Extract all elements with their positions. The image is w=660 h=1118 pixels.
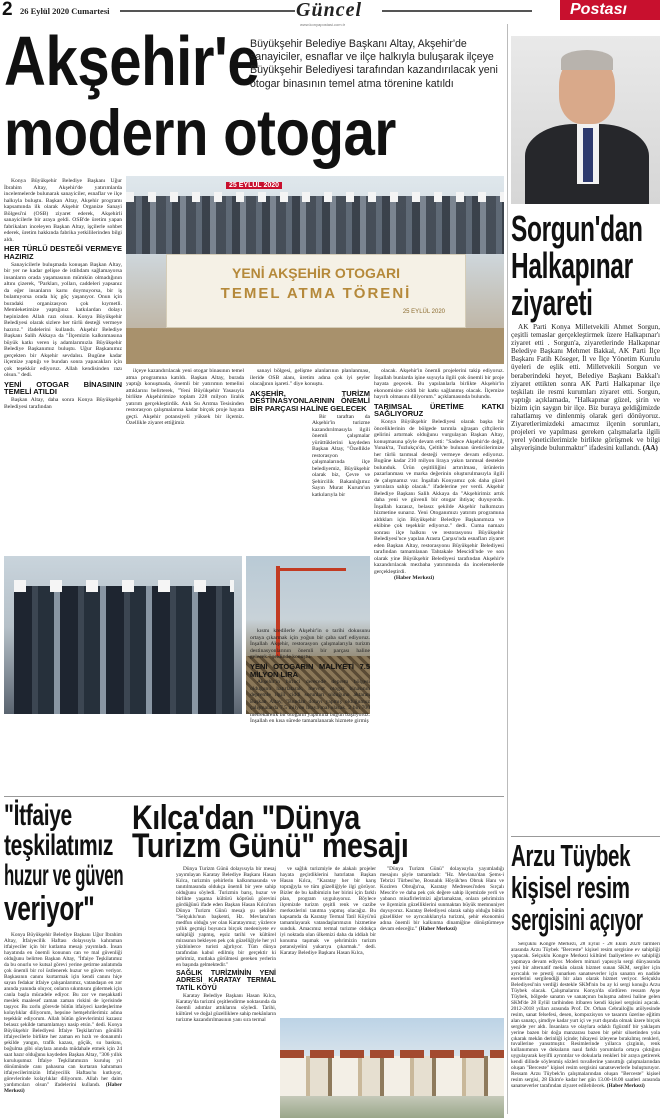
lead-col3-subhead-1: AKŞEHİR, TURİZM DESTİNASYONLARININ ÖNEMLİ BİR PARÇASI HALİNE GELECEK (250, 388, 370, 414)
kilca-col3-text: "Dünya Turizm Günü" dolayısıyla yayımladığı mesajını şöyle tamamladı: "Hz. Mevlana'dan Şems-i Tebrizi Türbesi'ne, Bosnalık Höyük'ten Obruk Hanı ve Koziren Obruğu'na, Karatay Medresesi'nden Sırçalı Mescit'e ve daha pek çok değere sahip ilçemizde yerli ve yabancı misafirlerimizi ağırlamaktan, onlara şehrimizin ve ilçemizin güzelliklerini sunmaktan büyük memnuniyet duyuyoruz. Karatay Belediyesi olarak sahip olduğu bütün güzellikler ve ayrıcalıklarıyla turizmi, şehir ekonomisi adına önemli bir kalkınma dinamiğine dönüştürmeye devam edeceğiz." (380, 866, 504, 932)
sidebar1-text-body: AK Parti Konya Milletvekili Ahmet Sorgun, çeşitli temaslar gerçekleştirmek üzere Halkapınar'ı ziyaret etti . Sorgun'a, ziyaretlerinde Halkapınar Belediye Başkanı Mehmet Bakkal, AK Parti İlçe Başkanı Fatih Köseger, İl ve İlçe Yönetim Kurulu üyeleri de eşlik etti. Milletvekili Sorgun ve beraberindeki heyet, Belediye Başkanı Bakkal'ı ziyaret ettikten sonra AK Parti Halkapınar ilçe teşkilatı ile resmi kurumları ziyaret etti. Sorgun, yaptığı açıklamada, "Halkapınar güzel, şirin ve bizim için saygın bir ilçe. Biz buraya geldiğimizde rahatlamış ve dinlenmiş olarak geri dönüyoruz. Ziyaretlerimizdeki amacımız ilçenin sorunları, projeleri ve yapılması gereken çalışmalarla ilgili yerel yöneticilerimizle birlikte görüşmek ve bilgi alışverişinde bulunmaktır" ifadesini kullandı. (511, 323, 660, 453)
paper-logo (560, 0, 660, 20)
lead-photo-ceremony (126, 176, 504, 364)
sidebar1-headline-line2: Halkapınar (511, 245, 633, 286)
itfaiye-headline-line1: "İtfaiye (4, 799, 72, 832)
lead-photo-handshake (4, 556, 242, 714)
column-divider-right (507, 24, 508, 1114)
lead-col3-p4: Akşehir'in birinci derecede deprem bölgesi olduğunu hatırlatarak, mevcut otogar binasının depremle ilgili ciddi sorunları olduğunu aktaran Başkan Altay, "Bundan dolayı yapmış olduğumuz çalışmalarda 7.5 milyon liraya mal olacak, 2 bin 700 metrekarelik bir otogarın yapımına bugün başlıyoruz. İnşallah en kısa sürede tamamlanarak hizmete girmiş (250, 679, 370, 725)
photo-banner-line1: YENİ AKŞEHİR OTOGARI (231, 265, 401, 281)
issue-date: 26 Eylül 2020 Cumartesi (20, 6, 110, 16)
sidebar2-headline-line3: sergisini açıyor (511, 902, 643, 937)
sidebar2-text-body: Selçuklu Kongre Merkezi, 28 Eylül - 28 Ekim 2020 tarihleri arasında Arzu Tüybek "Berceste" kişisel resim sergisine ev sahipliği yapacak. Selçuklu Kongre Merkezi kültürel faaliyetlere ev sahipliği yapmaya devam ediyor. Modern mimari yapısıyla sergi dünyasında yeni bir alternatif mekân olarak hizmet sunan SKM, sergiler için ayrıcalık ve prestij sunarken sanatseverler için sanatın en nadide eserlerini sergilendiği bir alan olarak hizmet veriyor. Selçuklu Belediyesi'nin verdiği destekle SKM'nin bu ay ki sergi konuğu Arzu Tüybek olacak. Çalışmalarını Konya'da sürdüren ressam Ayşe Tüybek, bölgede sanatın ve sanatçının buluşma adresi haline gelen SKM'de 28 Eylül tarihinden itibaren kendi kişisel sergisini açacak. 2012-2018 yılları arasında Prof. Dr. Orhan Cebrailoğlu atölyesinde resim, sanat felsefesi, desen, kompozisyon ve tasarım üzerine eğitim alan sanatçı, şimdiye kadar yurt içi ve yurt dışında olmak üzere birçok sergide yer aldı. İnsanlara ve olaylara odaklı figüratif bir yaklaşım yerine bazen bir doğa manzarası bazen bir şehir siluetinden yola çıkarak mekân derinliği içinde; hikayesi izleyene bırakılmış renkleri, tuvallerine yansıtmıştır. Resimlerinde yıllarca çizginin, renk kullanımının ve dokuların nasıl farklı yorumlarla ortaya çıktığını uygulayarak keyifli ayrıntılar ve dokularla renkleri bir araya getirerek kendi dilinde söylenmiş sözleri tuvallerine yansıttığı çalışmalarından oluşan "Berceste" kişisel resim sergisini sanatseverlerle buluşturuyor. Ressam Arzu Tüybek'in çalışmalarından oluşan "Berceste" kişisel resim sergisi, 28 Ekim'e kadar her gün 13.00-18.00 saatleri arasında sanatseverler tarafından ziyaret edilebilecek. (511, 942, 660, 1089)
portrait-tie (583, 128, 593, 182)
itfaiye-text (4, 932, 122, 1094)
lead-headline-line1 (4, 21, 260, 100)
bottom-divider (4, 796, 504, 797)
page-number: 2 (2, 0, 13, 20)
sidebar2-headline-line2: kişisel resim (511, 870, 630, 905)
lead-col3-p3: kısmı kredilerle Akşehir'in o tarihi dokusunu ortaya çıkarmak için yoğun bir çaba sarf ediyoruz. İnşallah Akşehir, restorasyon çalışmalarıyla turizm destinasyonlarının önemli bir parçası haline gelecek." şeklinde konuştu. (250, 628, 370, 661)
sidebar2-body (511, 942, 660, 1118)
masthead-rule-right (382, 10, 532, 12)
lead-headline-line2-text: modern otogar (4, 96, 396, 170)
kilca-col1-p2: Karatay Belediye Başkanı Hasan Kılca, Karatay'da turizmi çeşitlendirme noktasında da önemli adımlar attıklarını söyledi. Tarihi, kültürel ve doğal güzelliklere sahip mekânların turizme kazandırılmasının yanı sıra termal (176, 992, 276, 1023)
lead-headline-line2 (4, 96, 396, 170)
sidebar-divider (511, 836, 660, 837)
itfaiye-sign: (Haber Merkezi) (4, 1082, 122, 1094)
photo-roofs (280, 1050, 504, 1058)
lead-col1-subhead-2: YENİ OTOGAR BİNASININ TEMELİ ATILDI (4, 379, 122, 397)
paper-logo-text: Postası (570, 1, 627, 18)
masthead-rule-left (120, 10, 295, 12)
photo-ground (126, 328, 504, 364)
lead-col4-subhead-1: TARIMSAL ÜRETİME KATKI SAĞLIYORUZ (374, 401, 504, 419)
sidebar1-text (511, 323, 660, 453)
photo-banner-date: 25 EYLÜL 2020 (402, 309, 445, 315)
sidebar2-text (511, 942, 660, 1090)
itfaiye-headline-line4: veriyor" (4, 890, 95, 928)
photo-helmets (126, 192, 504, 202)
photo-banner (166, 254, 466, 328)
photo-caption-date: 25 EYLÜL 2020 (226, 182, 282, 189)
kilca-headline-line1: Kılca'dan "Dünya (132, 799, 360, 837)
photo2-people (14, 586, 234, 714)
kilca-column-3 (380, 866, 504, 1016)
lead-column-3 (250, 368, 370, 725)
lead-col3-subhead-2: YENİ OTOGARIN MALİYETİ 7.5 MİLYON LİRA (250, 661, 370, 679)
photo-crowd (126, 196, 504, 254)
photo2-helmets (14, 580, 234, 592)
kilca-column-1 (176, 866, 276, 1118)
sidebar2-headline (511, 840, 660, 940)
itfaiye-headline-line2: teşkilatımız (4, 829, 114, 862)
lead-col1-p2: Sanayicilerle buluşmada konuşan Başkan Altay, bir yer ne kadar gelişse de istihdam sağlamayorsa insanların orada yaşamasının mümkün olmadığının altını çizerek, "Parkları, yolları, caddeleri yapsanız da eğer insanların karnı doymuyorsa, bir iş bulamıyorsa orada hiç göç yaşanıyor. Onun için buradaki organizasyon çok kıymetli. Memleketimize yaptığınız katkılardan dolayı hepinizden Allah razı olsun. Konya Büyükşehir Belediyesi olarak sizlere her türlü desteği vermeye hazırız." ifadelerini kullandı. Akşehir Belediye Başkanı Salih Akkaya da "İlçemizin kalkınmasına büyük katkı veren iş adamlarımızla Büyükşehir Belediye Başkanımız buluştu. Uğur Başkanımız gerçekten bir Akşehir sevdalısı. Bugüne kadar ilçemize yaptığı ve bundan sonra yapacakları için çok teşekkür ediyoruz. Allah kendisinden razı olsun." dedi. (4, 261, 122, 379)
lead-col4-p1: olacak. Akşehir'in önemli projelerini takip ediyoruz. İnşallah bunlarda işine suyuyla ilgili çok önemli bir proje hayata geçecek. Bu yapılanlarla birlikte Akşehir'in ekonomisine ciddi bir katkı sağlanmış olacak. İlçemize hayırlı olmasını diliyorum." açıklamasında bulundu. (374, 368, 504, 400)
photo-buildings (280, 1056, 504, 1096)
lead-column-2 (126, 368, 244, 427)
itfaiye-headline-line3: huzur ve güven (4, 859, 124, 892)
lead-col4-sign: (Haber Merkezi) (394, 575, 435, 582)
lead-col3-p1: sanayi bölgesi, gelişme alanlarının planlanması, ileride OSB alanı, üretim adına çok iyi şeyler olacağının işareti." diye konuştu. (250, 368, 370, 387)
sidebar1-sign: (AA) (642, 444, 658, 453)
lead-column-4 (374, 368, 504, 582)
kilca-headline-line2: Turizm Günü" mesajı (132, 827, 409, 865)
kilca-headline (128, 799, 504, 865)
lead-col1-subhead-1: HER TÜRLÜ DESTEĞİ VERMEYE HAZIRIZ (4, 244, 122, 261)
lead-headline-line1-text: Akşehir'e (4, 21, 260, 100)
lead-col4-p2: Konya Büyükşehir Belediyesi olarak başka bir önceliklerinin de bölgede tarımla uğraşan çiftçilerin gelirini artırmak olduğunu vurgulayan Başkan Altay, konuşmasına şöyle devam etti: "Sadece Akşehir'de değil, Yunak'ta, Tuzlukçu'da, Çeltik'te bulunan üreticilerimize her türlü tarımsal desteği vermeye devam ediyoruz. Bugüne kadar 210 milyon liraya yakın tarımsal destekte bulunduk. Ürün çeşitliliğini artırılması, ürünlerin pazarlanması ve marka değerinin oluşturulmasıyla ilgili de çalışmamız var. İnşallah Konyamız çok daha güzel yarınlara sahip olacak." ifadelerine yer verdi. Akşehir Belediye Başkanı Salih Akkaya da "Akşehirimiz artık daha yeni ve güvenli bir otogar ihtiyaç duyuyordu. İnşallah kazasız, belasız şekilde Akşehir halkımızın hizmetine sunarız. Yeni Otoganımızı yatırım programına aldıkları için Büyükşehir Belediye Başkanımıza ve ekibine çok teşekkür ediyoruz." dedi. Cuma namazı sonrası ilçe halkını ve restorasyonu Büyükşehir Belediyesi'nce yapılan Arasta Çarşısı'nda esnafları ziyaret eden Başkan Altay, restorasyonu Büyükşehir Belediyesi tarafından tamamlanan Tahtakale Mescidi'nde ve son olarak yine Büyükşehir Belediyesi tarafından Akşehir'e kazandırılacak mezbaha yatırımında da incelemelerde gerçekleştirdi. (374, 419, 504, 575)
kilca-col1-subhead: SAĞLIK TURİZMİNİN YENİ ADRESİ KARATAY TERMAL TATİL KÖYÜ (176, 970, 276, 992)
sidebar1-headline-line3: ziyareti (511, 282, 593, 323)
lead-col2-p1: ilçeye kazandırılacak yeni otogar binasının temel atma programına katıldı. Başkan Altay, burada yaptığı konuşmada, önemli bir yatırımın temelini attıklarını belirterek, "Yeni Büyükşehir Yasasıyla birlikte Akşehirimize toplam 228 milyon liralık yatırım gerçekleştirdik. Atık Su Arıtma Tesisinden restorasyon çalışmalarına kadar birçok proje hayata geçti. Akşehir potansiyeli yüksek bir ilçemiz. Özellikle ziyaret ettiğimiz (126, 368, 244, 426)
itfaiye-headline (4, 800, 124, 928)
kilca-col2-p1: ve sağlık turizmiyle de alakalı projeler hayata geçirdiklerini hatırlatan Başkan Hasan Kılca, "Karatay her bir karış toprağıyla ve tüm güzelliğiyle ilgi görüyor. Bizler de bu kalbimizin her birini için farklı plan, program uyguluyoruz. Böylece ilçemizde turizm çeşitli renk ve cazibe merkezlerini tanıtma yapmış olacağız. Bu kapsamda da Karatay Termal Tatil Köyü'nü tamamlayarak vatandaşlarımızın hizmetine sunduk. Amacımız termal turizme oldukça iyi noktada olan ülkemizi daha da iddialı bir konuma taşımak ve şehrimizin turizm potansiyelini yukarıya çıkarmak." dedi. Karatay Belediye Başkanı Hasan Kılca, (280, 866, 376, 956)
itfaiye-body (4, 932, 122, 1118)
kilca-photo-termal (280, 1018, 504, 1118)
section-title: Güncel (296, 0, 362, 21)
kilca-col3-p1 (380, 866, 504, 932)
lead-col1-p3: Başkan Altay, daha sonra Konya Büyükşehir Belediyesi tarafından (4, 397, 122, 410)
sidebar1-headline-line1: Sorgun'dan (511, 208, 643, 249)
kilca-column-2 (280, 866, 376, 1016)
sidebar2-sign: (Haber Merkezi) (606, 1082, 645, 1089)
lead-col3-p2: Bir taraftan da Akşehir'in turizme kazandırılmasıyla ilgili önemli çalışmalar yürüttüklerini kaydeden Başkan Altay, "Özellikle restorasyon çalışmalarında ilçe belediyemiz, Büyükşehir olarak biz, Çevre ve Şehircilik Bakanlığımız Sayın Murat Kurum'un katkılarıyla bir (312, 413, 370, 498)
lead-col1-intro: Konya Büyükşehir Belediye Başkanı Uğur İbrahim Altay, Akşehir'de yatırımlarda incelemelerde bulunarak sanayiciler, esnaflar ve ilçe halkıyla buluştu. Başkan Altay, Akşehir programı kapsamında ilk olarak Akşehir Organize Sanayi Bölgesi'ni (OSB) ziyaret ederek, Akşehirli sanayicilerle bir araya geldi. OSB'de üretim yapan fabrikaları inceleyen Başkan Altay, işçilerle sohbet ederek, üretim hakkında fabrika yetkililerinden bilgi aldı. (4, 178, 122, 243)
sidebar2-headline-line1: Arzu Tüybek (511, 838, 631, 873)
sidebar1-headline (511, 208, 660, 323)
portrait-hair (561, 50, 613, 70)
sidebar1-body (511, 323, 660, 453)
photo-banner-line2: TEMEL ATMA TÖRENİ (220, 285, 412, 302)
itfaiye-text-body: Konya Büyükşehir Belediye Başkanı Uğur İbrahim Altay, İtfaiyecilik Haftası dolayısıyla kahraman itfaiyeciler için bir kutlama mesajı yayımladı. İnsan hayatında en önemli konunun can ve mal güvenliği olduğunu belirten Başkan Altay, "İtfaiye Teşkilatımız da bu onurlu ve kutsal görevi yerine getirme anlatımda çok önemli bir rol üstlenerek huzur ve güven veriyor. Başkasının canını kurtarmak için kendi canını hiçe sayan fedakar itfaiye çalışanlarımız, vatandaşın en zor anında yanında oluyor, onların sıkıntısını gidermek için canla başla mücadele ediyor. Bu zor ve meşakkatli meslek maalesef zaman zaman riskini de içerisinde taşıyor. Bu zorlu görevde bütün itfaiyeci kardeşlerime kolaylıklar diliyorum, hepsine hemşehrilerimiz adına teşekkür ediyorum. Allah bütün görevlerimizi kazasız belasız şekilde tamamlamayı nasip etsin." dedi. Konya Büyükşehir Belediyesi İtfaiye Teşkilatı'nın gönüllü itfaiyecilerle birlikte her zaman en hızlı ve donanımlı şekilde yangın, trafik kazası, göçük, su baskını, boğulma gibi olaylara anında müdahale etmek için 24 saat hazır olduğunu kaydeden Başkan Altay, "306 yıllık kuruluşumuz İtfaiye Teşkilatımızın kuruluş yıl dönümünde canı pahasına can kurtaran kahraman itfaiyecilerimizin İtfaiyecilik Haftası'nı kutluyor, görevlerinde kolaylıklar diliyorum. Allah her daim yardımcıları olsun" ifadelerini kullandı. (4, 932, 122, 1088)
masthead-url: www.konyapostasi.com.tr (300, 22, 346, 27)
sidebar1-photo-portrait (511, 36, 660, 204)
lead-deck: Büyükşehir Belediye Başkanı Altay, Akşehir'de sanayiciler, esnaflar ve ilçe halkıyla buluşarak ilçeye Büyükşehir Belediyesi tarafından kazandırılacak yeni otogar binasının temel atma törenine katıldı (250, 38, 498, 90)
kilca-sign: (Haber Merkezi) (418, 926, 457, 932)
lead-column-1 (4, 178, 122, 410)
masthead (0, 0, 660, 27)
kilca-col1-p1: Dünya Turizm Günü dolayısıyla bir mesaj yayımlayan Karatay Belediye Başkanı Hasan Kılca, turizmin şehirlerin kalkınmasında ve tanıtılmasında oldukça önemli bir yere sahip olduğunu söyledi. Turizmin barış, huzur ve birlikte yaşama kültürü köprüsü görevini gördüğünü ifade eden Başkan Hasan Kılca'nın Dünya Turizm Günü mesajı şu şekilde: "Selçuklu'nun başkenti, Hz. Mevlana'nın medfun olduğu yer olan Karatayımız; yüzlerce yıllık geçmişi boyunca birçok medeniyete ev sahipliği yapmış, eşsiz tarihi ve kültürel mirasının bekleyen pek çok güzelliğiyle her yıl yüzbinlerce turisti ağırlıyor. Tüm dünya tarafından kabul edilmiş bir gerçektir ki şehrimiz, mutlaka görülmesi gereken yerlerin en başında gelmektedir." (176, 866, 276, 968)
